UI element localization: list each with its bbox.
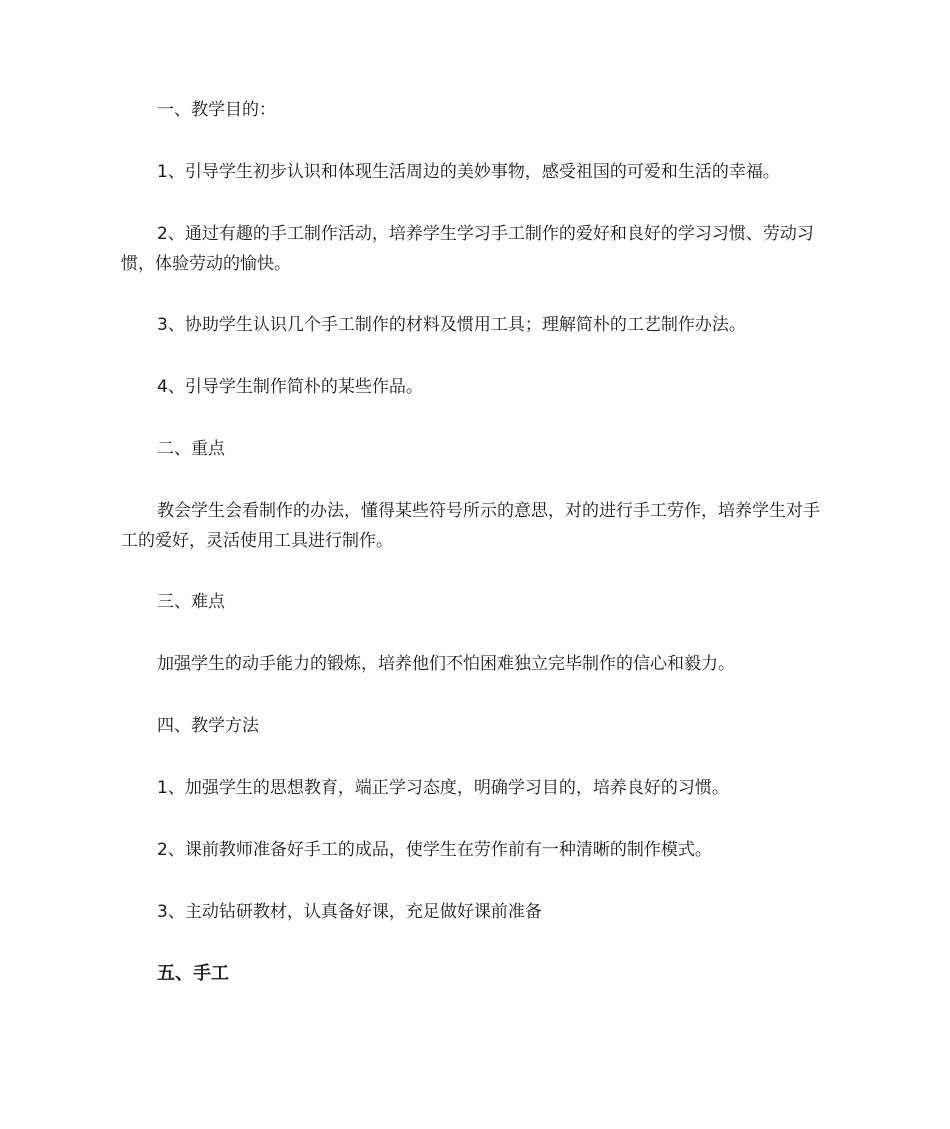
teaching-method-1: 1、加强学生的思想教育，端正学习态度，明确学习目的，培养良好的习惯。	[157, 778, 729, 798]
teaching-method-2: 2、课前教师准备好手工的成品，使学生在劳作前有一种清晰的制作模式。	[157, 840, 712, 860]
key-points-text: 教会学生会看制作的办法，懂得某些符号所示的意思，对的进行手工劳作，培养学生对手工的爱好，灵活使用工具进行制作。	[121, 501, 820, 551]
teaching-goal-2: 2、通过有趣的手工制作活动，培养学生学习手工制作的爱好和良好的学习习惯、劳动习惯，体验劳动的愉快。	[121, 224, 814, 274]
teaching-goal-3: 3、协助学生认识几个手工制作的材料及惯用工具；理解简朴的工艺制作办法。	[157, 315, 746, 335]
section-heading-difficulties: 三、难点	[157, 592, 225, 612]
teaching-method-3: 3、主动钻研教材，认真备好课，充足做好课前准备	[157, 902, 542, 922]
section-heading-handcraft: 五、手工	[157, 963, 229, 984]
section-heading-teaching-goals: 一、教学目的：	[157, 100, 276, 120]
teaching-goal-1: 1、引导学生初步认识和体现生活周边的美妙事物，感受祖国的可爱和生活的幸福。	[157, 162, 780, 182]
section-heading-key-points: 二、重点	[157, 439, 225, 459]
section-heading-teaching-methods: 四、教学方法	[157, 716, 259, 736]
difficulties-text: 加强学生的动手能力的锻炼，培养他们不怕困难独立完毕制作的信心和毅力。	[157, 654, 735, 674]
teaching-goal-4: 4、引导学生制作简朴的某些作品。	[157, 377, 423, 397]
